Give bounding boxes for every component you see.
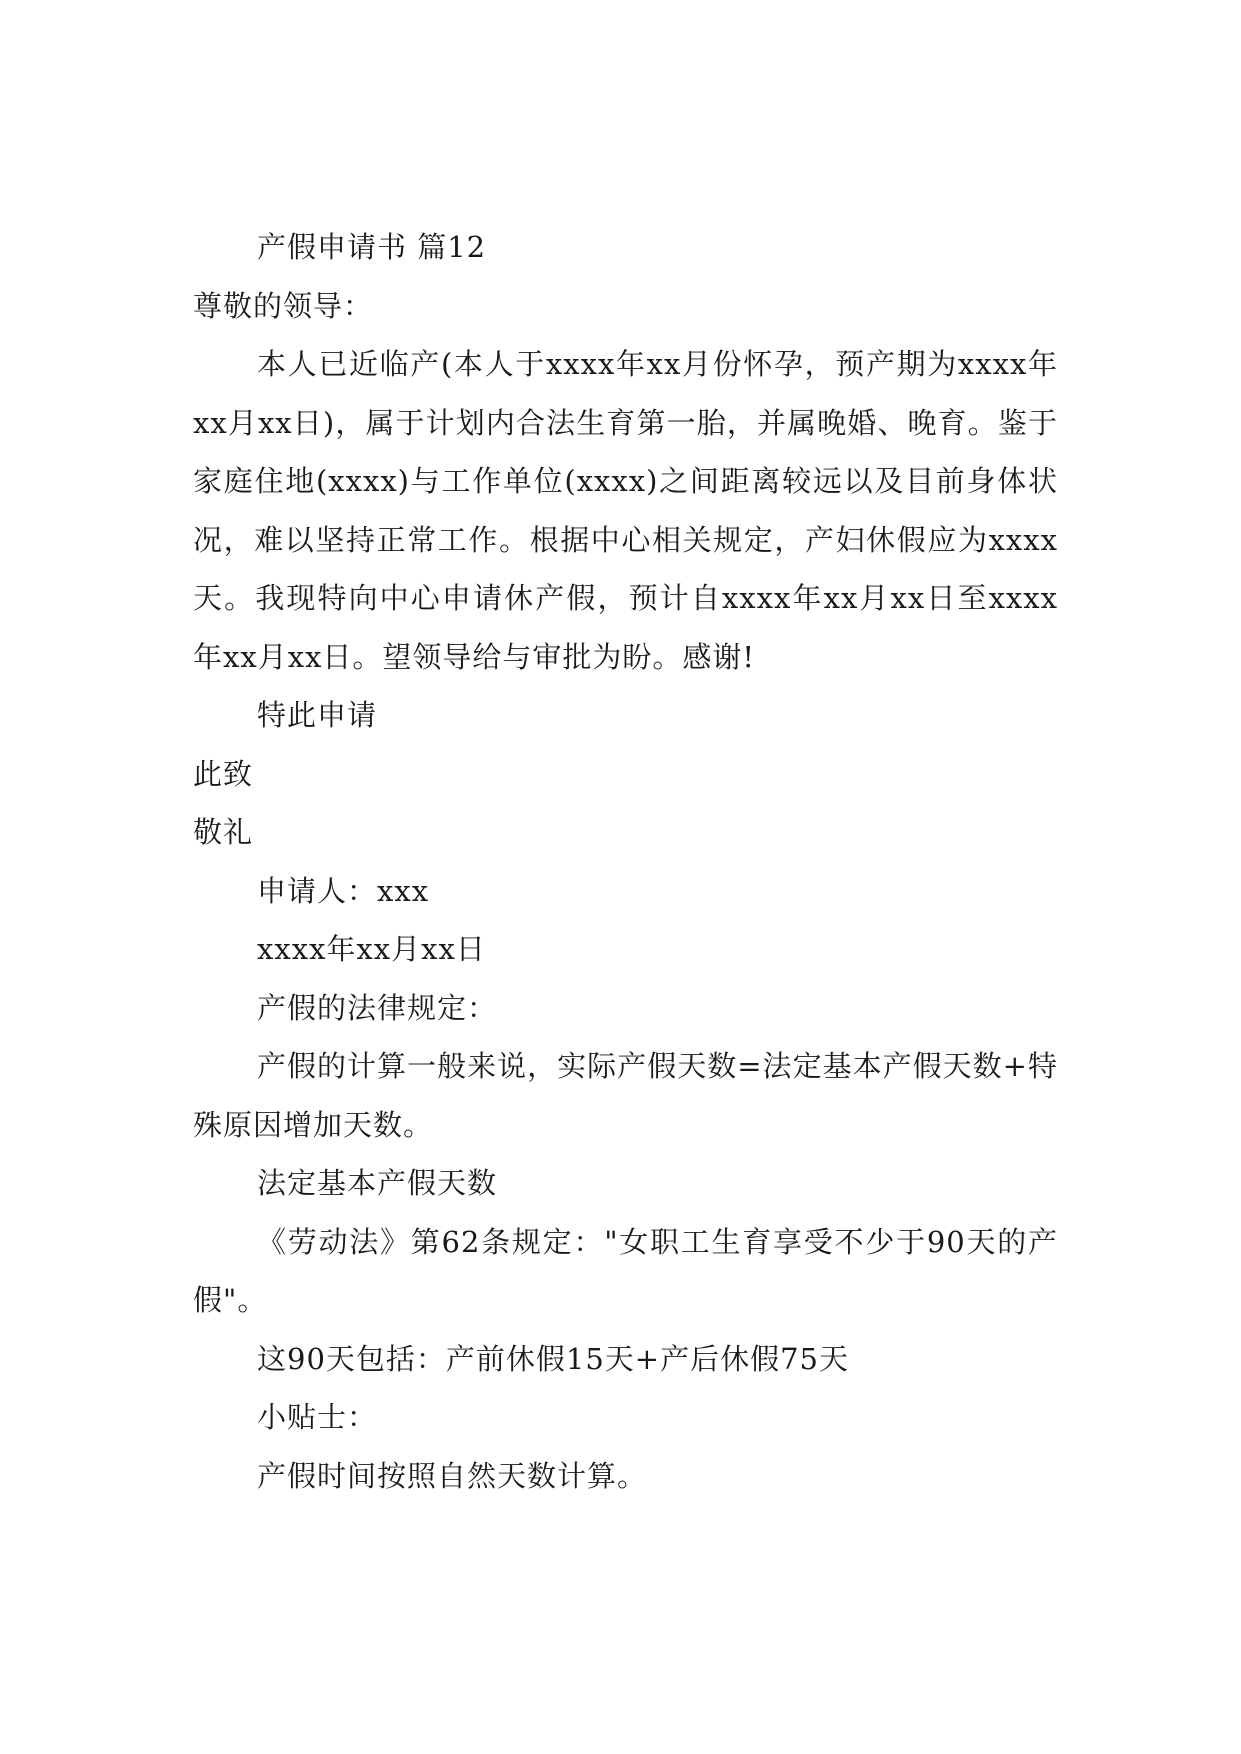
tips-heading: 小贴士： bbox=[257, 1400, 378, 1434]
document-heading: 产假申请书 篇12 bbox=[257, 230, 487, 264]
closing-to: 此致 bbox=[193, 756, 254, 791]
closing-request: 特此申请 bbox=[257, 698, 378, 732]
document-body bbox=[193, 218, 1058, 1505]
law-heading: 产假的法律规定： bbox=[257, 990, 498, 1025]
salutation: 尊敬的领导： bbox=[193, 288, 374, 323]
law-article-paragraph: 《劳动法》第62条规定："女职工生育享受不少于90天的产假"。 bbox=[193, 1224, 1058, 1317]
law-basic-heading: 法定基本产假天数 bbox=[257, 1166, 498, 1200]
applicant-line: 申请人：xxx bbox=[257, 873, 430, 908]
law-calc-paragraph: 产假的计算一般来说，实际产假天数=法定基本产假天数+特殊原因增加天数。 bbox=[193, 1049, 1058, 1142]
tips-text: 产假时间按照自然天数计算。 bbox=[257, 1458, 648, 1493]
date-line: xxxx年xx月xx日 bbox=[257, 932, 486, 966]
body-paragraph: 本人已近临产(本人于xxxx年xx月份怀孕，预产期为xxxx年xx月xx日)，属于计划内合法生育第一胎，并属晚婚、晚育。鉴于家庭住地(xxxx)与工作单位(xxxx)之间距离较远以及目前身体状况，难以坚持正常工作。根据中心相关规定，产妇休假应为xxxx天。我现特向中心申请休产假，预计自xxxx年xx月xx日至xxxx年xx月xx日。望领导给与审批为盼。感谢! bbox=[193, 347, 1058, 674]
law-breakdown-line: 这90天包括：产前休假15天+产后休假75天 bbox=[257, 1341, 850, 1376]
closing-regards: 敬礼 bbox=[193, 815, 254, 849]
